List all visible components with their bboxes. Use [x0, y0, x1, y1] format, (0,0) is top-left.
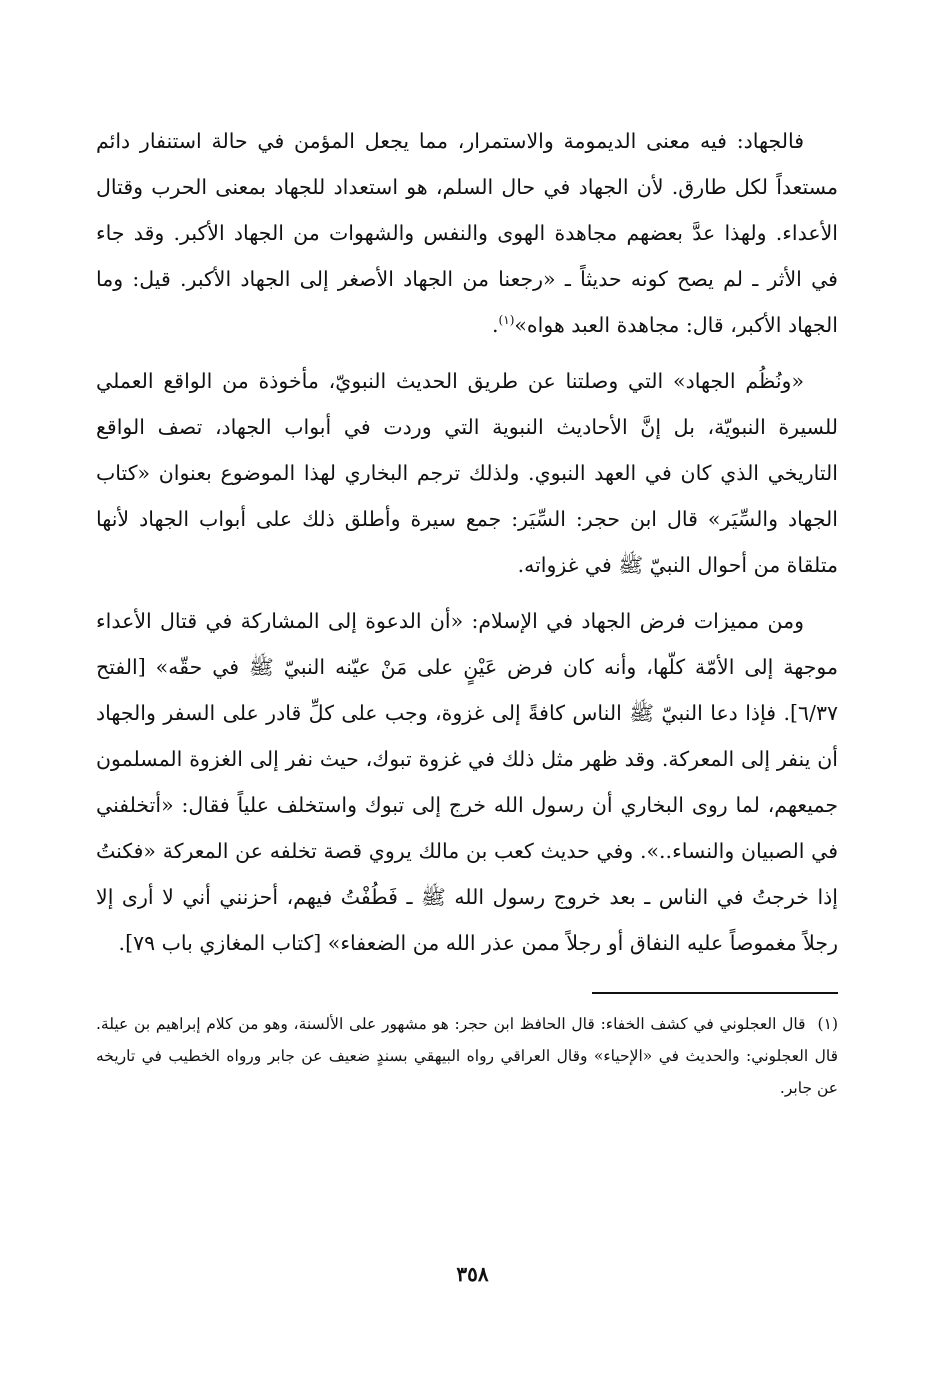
page-body — [96, 118, 838, 1104]
paragraph-1-text: فالجهاد: فيه معنى الديمومة والاستمرار، مما يجعل المؤمن في حالة استنفار دائم مستعداً لكل طارق. لأن الجهاد في حال السلم، هو استعداد للجهاد بمعنى الحرب وقتال الأعداء. ولهذا عدَّ بعضهم مجاهدة الهوى والنفس والشهوات من الجهاد الأكبر. وقد جاء في الأثر ـ لم يصح كونه حديثاً ـ «رجعنا من الجهاد الأصغر إلى الجهاد الأكبر. قيل: وما الجهاد الأكبر، قال: مجاهدة العبد هواه» — [96, 129, 838, 337]
paragraph-3: ومن مميزات فرض الجهاد في الإسلام: «أن الدعوة إلى المشاركة في قتال الأعداء موجهة إلى الأمّة كلّها، وأنه كان فرض عَيْنٍ على مَنْ عيّنه النبيّ ﷺ في حقّه» [الفتح ٦/٣٧]. فإذا دعا النبيّ ﷺ الناس كافةً إلى غزوة، وجب على كلِّ قادر على السفر والجهاد أن ينفر إلى المعركة. وقد ظهر مثل ذلك في غزوة تبوك، حيث نفر إلى الغزوة المسلمون جميعهم، لما روى البخاري أن رسول الله خرج إلى تبوك واستخلف علياً فقال: «أتخلفني في الصبيان والنساء..». وفي حديث كعب بن مالك يروي قصة تخلفه عن المعركة «فكنتُ إذا خرجتُ في الناس ـ بعد خروج رسول الله ﷺ ـ فَطُفْتُ فيهم، أحزنني أني لا أرى إلا رجلاً مغموصاً عليه النفاق أو رجلاً ممن عذر الله من الضعفاء» [كتاب المغازي باب ٧٩]. — [96, 609, 838, 955]
footnote-number: (١) — [817, 1015, 838, 1033]
page-number: ٣٥٨ — [456, 1262, 489, 1286]
paragraph-2: «ونُظُم الجهاد» التي وصلتنا عن طريق الحديث النبويّ، مأخوذة من الواقع العملي للسيرة النبويّة، بل إنَّ الأحاديث النبوية التي وردت في أبواب الجهاد، تصف الواقع التاريخي الذي كان في العهد النبوي. ولذلك ترجم البخاري لهذا الموضوع بعنوان «كتاب الجهاد والسِّيَر» قال ابن حجر: السِّيَر: جمع سيرة وأطلق ذلك على أبواب الجهاد لأنها متلقاة من أحوال النبيّ ﷺ في غزواته. — [96, 369, 838, 577]
paragraph-1: فالجهاد: فيه معنى الديمومة والاستمرار، مما يجعل المؤمن في حالة استنفار دائم مستعداً لكل طارق. لأن الجهاد في حال السلم، هو استعداد للجهاد بمعنى الحرب وقتال الأعداء. ولهذا عدَّ بعضهم مجاهدة الهوى والنفس والشهوات من الجهاد الأكبر. وقد جاء في الأثر ـ لم يصح كونه حديثاً ـ «رجعنا من الجهاد الأصغر إلى الجهاد الأكبر. قيل: وما الجهاد الأكبر، قال: مجاهدة العبد هواه»$^{(١)}$. — [96, 129, 838, 337]
footnote-divider — [592, 992, 838, 994]
footnote-text: قال العجلوني في كشف الخفاء: قال الحافظ ابن حجر: هو مشهور على الألسنة، وهو من كلام إبراهيم بن عيلة. قال العجلوني: والحديث في «الإحياء» وقال العراقي رواه البيهقي بسندٍ ضعيف عن جابر ورواه الخطيب في تاريخه عن جابر. — [96, 1015, 838, 1097]
footnote-reference[interactable]: (١) — [498, 313, 515, 328]
footnote — [96, 1008, 838, 1104]
